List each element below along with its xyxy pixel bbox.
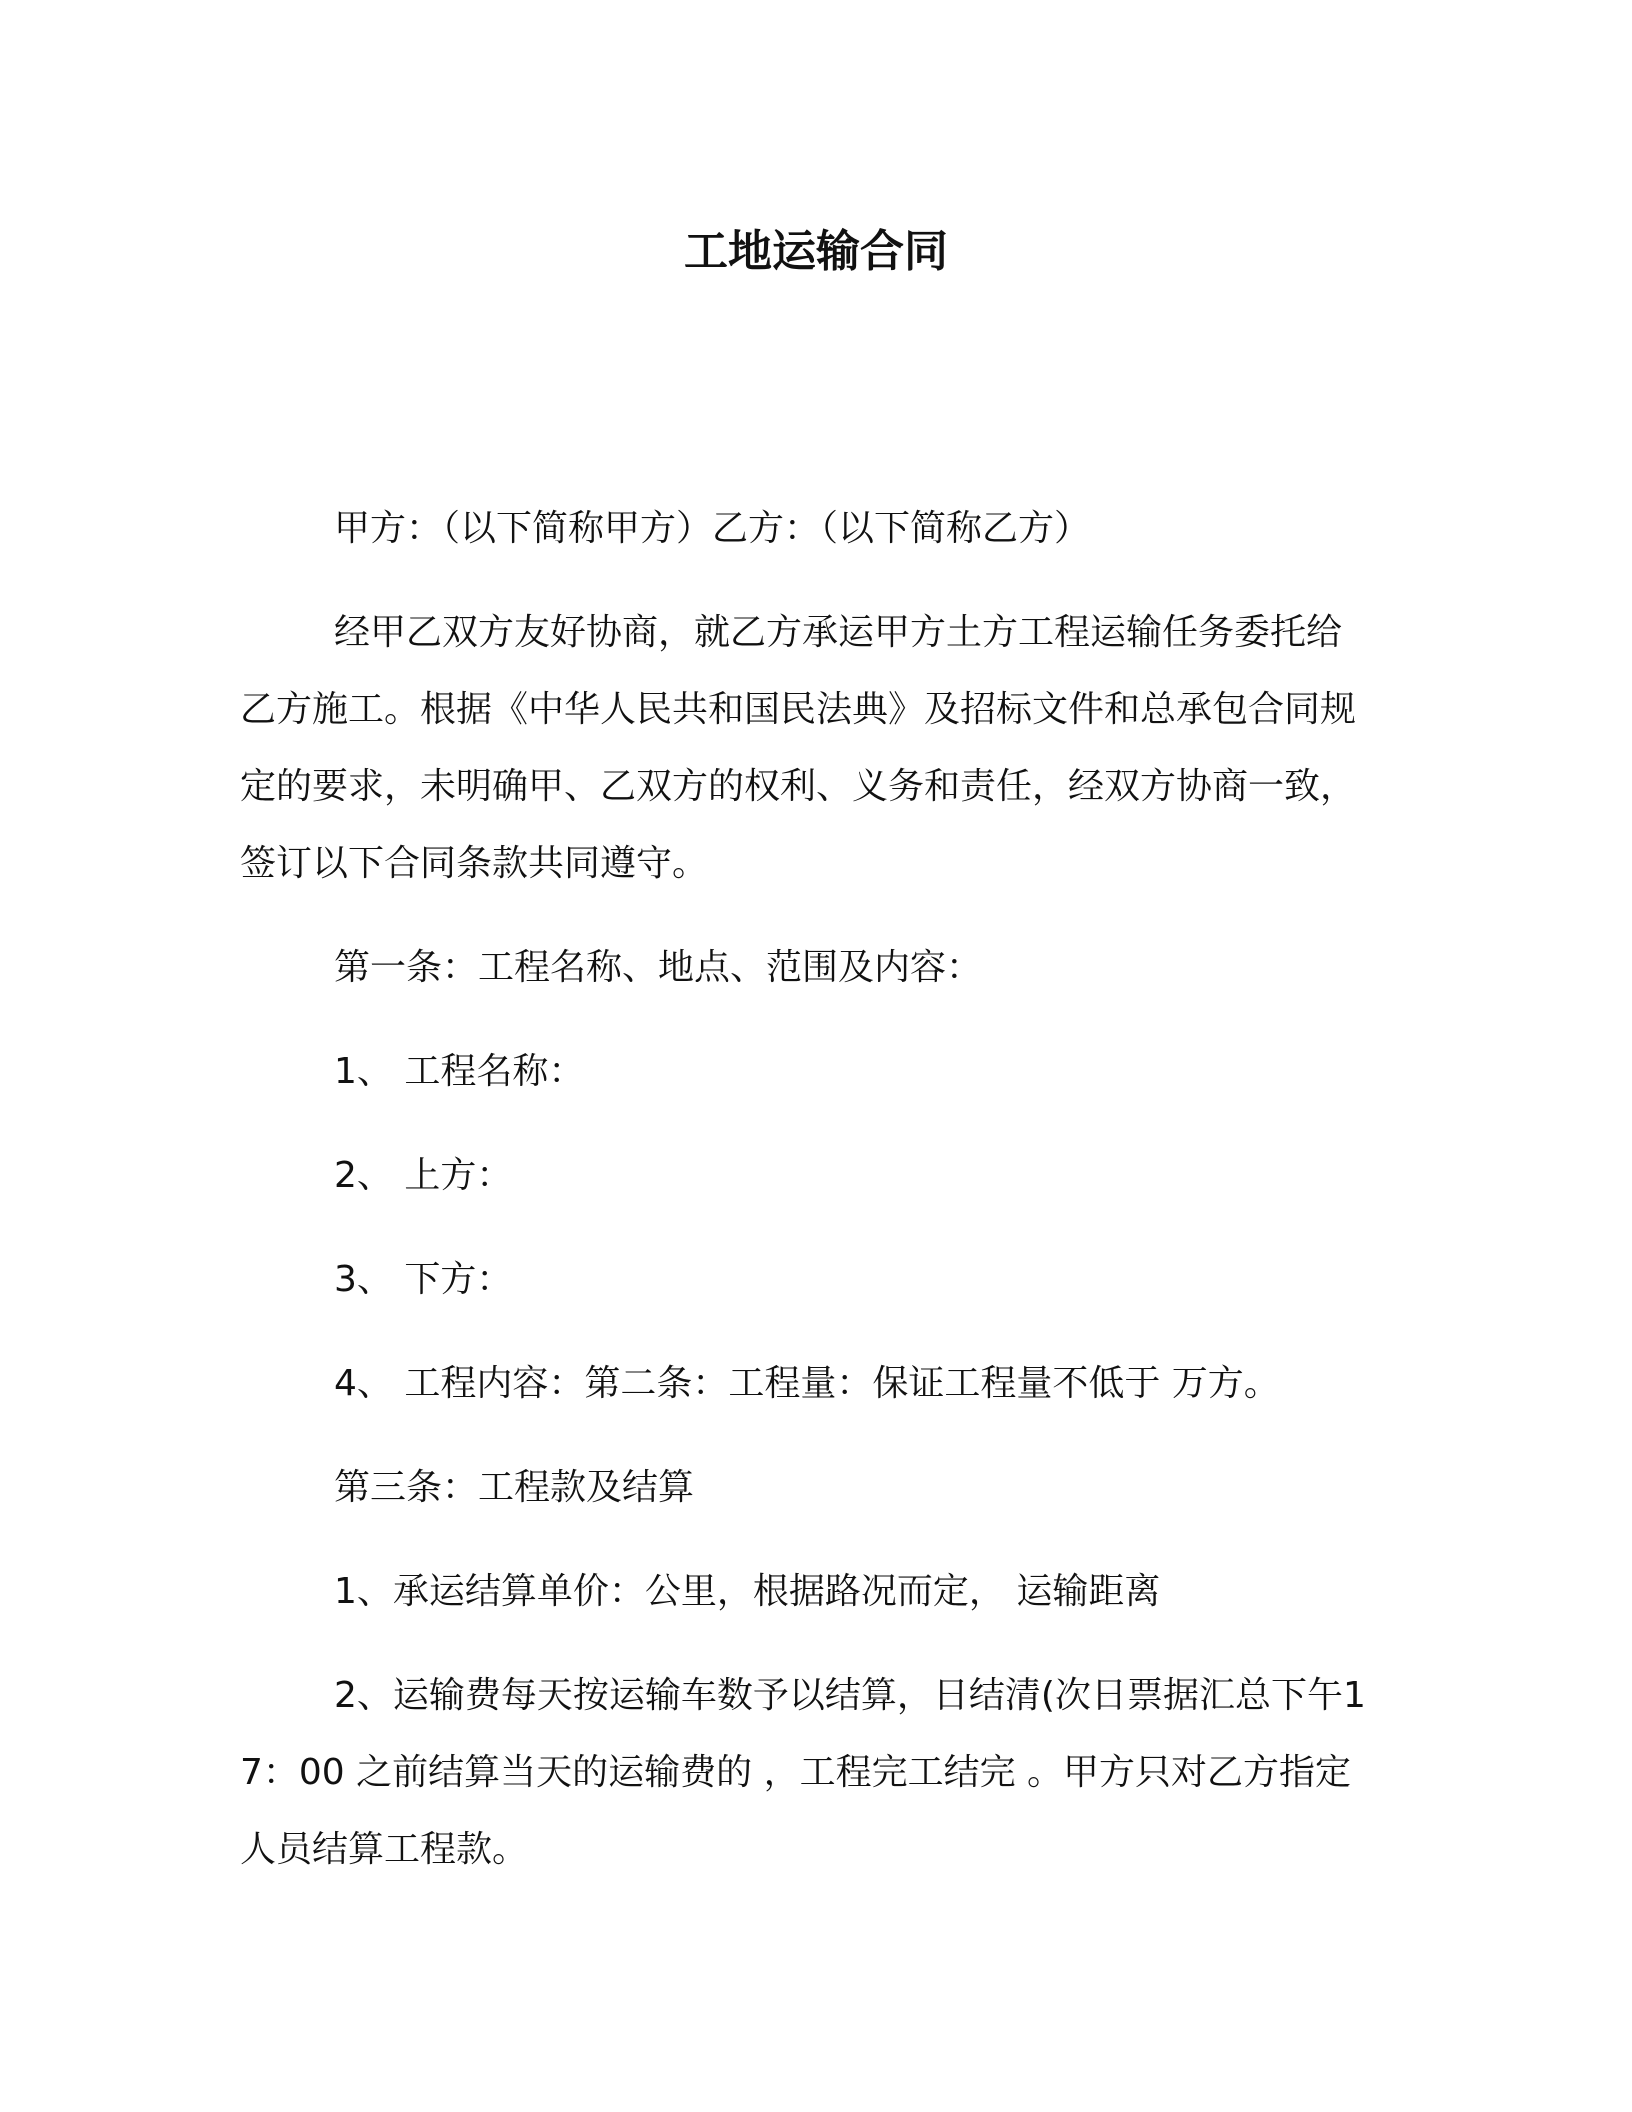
article-1-item-1: 1、 工程名称： — [334, 1051, 585, 1092]
parties-line: 甲方：（以下简称甲方）乙方：（以下简称乙方） — [334, 508, 1091, 549]
article-1-item-2: 2、 上方： — [334, 1155, 513, 1196]
article-3-item-2: 2、运输费每天按运输车数予以结算，日结清(次日票据汇总下午17：00 之前结算当天的运输费的 ，工程完工结完 。甲方只对乙方指定人员结算工程款。 — [240, 1675, 1366, 1870]
article-3-heading: 第三条：工程款及结算 — [334, 1467, 695, 1508]
article-1-heading: 第一条：工程名称、地点、范围及内容： — [334, 947, 983, 988]
article-1-item-4: 4、 工程内容：第二条：工程量：保证工程量不低于 万方。 — [334, 1363, 1280, 1404]
article-3-item-1: 1、承运结算单价：公里，根据路况而定， 运输距离 — [334, 1571, 1161, 1612]
document-body — [240, 490, 1375, 1915]
preamble-paragraph: 经甲乙双方友好协商，就乙方承运甲方土方工程运输任务委托给乙方施工。根据《中华人民共和国民法典》及招标文件和总承包合同规定的要求，未明确甲、乙双方的权利、义务和责任，经双方协商一致，签订以下合同条款共同遵守。 — [240, 612, 1357, 884]
document-title: 工地运输合同 — [684, 226, 948, 277]
article-1-item-3: 3、 下方： — [334, 1259, 513, 1300]
